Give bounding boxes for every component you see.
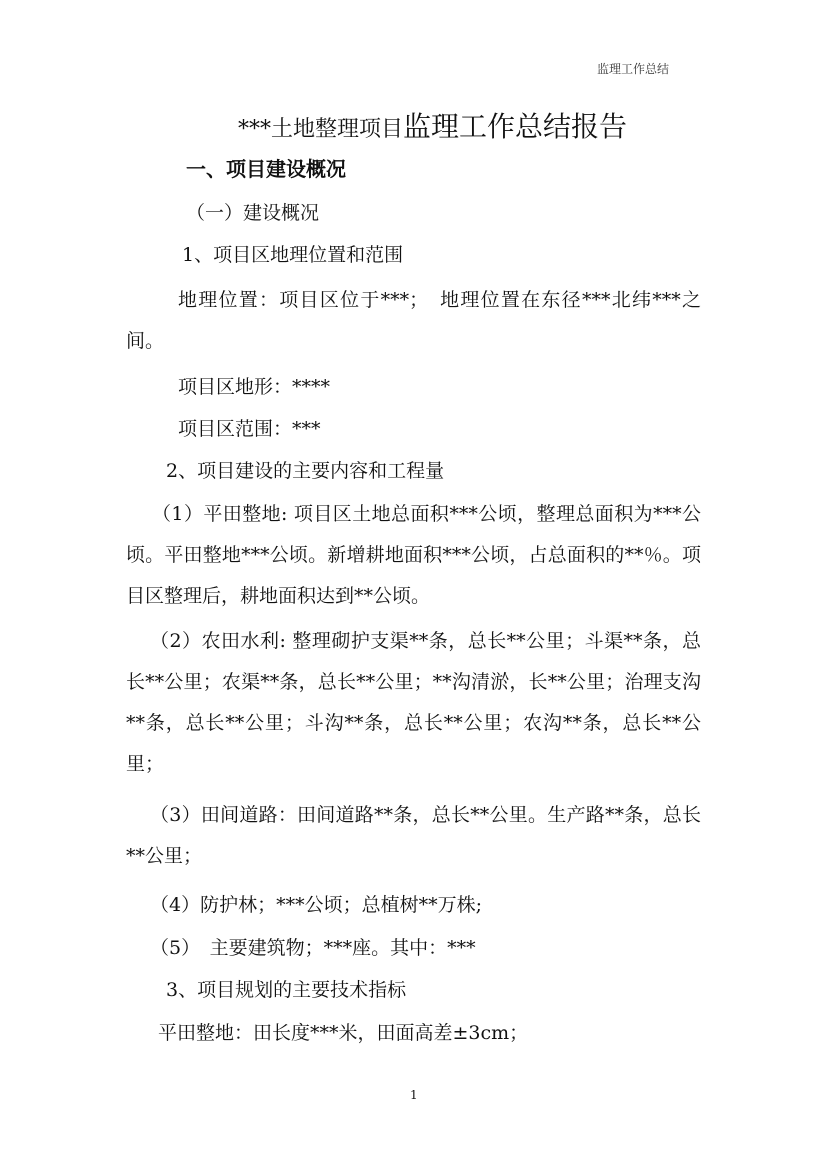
paragraph-indicators: 平田整地：田长度***米，田面高差±3cm； [158, 1022, 529, 1044]
item2-heading: 2、项目建设的主要内容和工程量 [166, 460, 445, 482]
running-header: 监理工作总结 [597, 62, 670, 76]
section-heading: 一、项目建设概况 [186, 157, 346, 181]
terrain-line: 项目区地形：**** [178, 376, 331, 398]
page-number: 1 [410, 1088, 418, 1102]
paragraph-leveling: （1）平田整地: 项目区土地总面积***公顷，整理总面积为***公顷。平田整地***公顷。新增耕地面积***公顷，占总面积的**％。项目区整理后，耕地面积达到**公顷。 [126, 503, 701, 607]
scope-line: 项目区范围：*** [178, 418, 321, 440]
document-title [238, 105, 627, 145]
item1-heading: 1、项目区地理位置和范围 [182, 244, 404, 266]
subsection-heading: （一）建设概况 [186, 202, 320, 224]
paragraph-forest: （4）防护林；***公顷；总植树**万株; [150, 894, 482, 916]
paragraph-irrigation: （2）农田水利: 整理砌护支渠**条，总长**公里；斗渠**条，总长**公里；农渠**条，总长**公里；**沟清淤，长**公里；治理支沟**条，总长**公里；斗沟**条，总长**公里；农沟**条，总长**公里； [126, 630, 701, 775]
paragraph-roads: （3）田间道路：田间道路**条，总长**公里。生产路**条，总长**公里； [126, 804, 701, 867]
location-paragraph: 地理位置：项目区位于***； 地理位置在东径***北纬***之间。 [126, 289, 701, 352]
item3-heading: 3、项目规划的主要技术指标 [166, 979, 407, 1001]
paragraph-buildings: （5） 主要建筑物；***座。其中：*** [150, 937, 476, 959]
title-prefix: ***土地整理项目 [238, 117, 404, 142]
title-main: 监理工作总结报告 [403, 110, 628, 143]
